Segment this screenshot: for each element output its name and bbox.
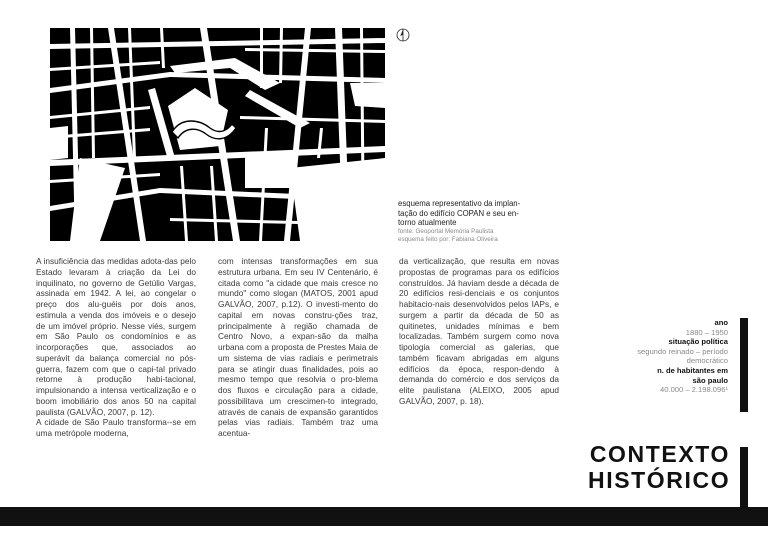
accent-bar-top	[740, 318, 748, 412]
caption-line: tação do edifício COPAN e seu en-	[398, 208, 519, 218]
accent-bar-bottom	[740, 447, 748, 507]
caption-line: torno atualmente	[398, 218, 457, 228]
text-column-3	[399, 256, 559, 407]
paragraph: A cidade de São Paulo transforma--se em uma metrópole moderna,	[36, 417, 196, 438]
north-arrow-icon	[396, 28, 410, 42]
population-value: 40.000 – 2.198.096¹	[660, 385, 728, 395]
figure-ground-map	[50, 28, 385, 241]
text-column-1	[36, 256, 196, 439]
population-label: são paulo	[692, 375, 728, 385]
paragraph: da verticalização, que resulta em novas propostas de programas para os edifícios construídos. Já haviam desde a década de 20 edifícios resi-denciais e os conjuntos habitacio-nais desenvolvidos pelos IAPs, e surgem a partir da década de 50 as quitinetes, unidades mínimas e bem localizadas. Também surgem como nova tipologia comercial as galerias, que também ficavam abrigadas em alguns edifícios da época, respon-dendo à demanda do comércio e dos serviços da elite paulistana (ALEIXO, 2005 apud GALVÃO, 2007, p. 18).	[399, 256, 559, 406]
paragraph: A insuficiência das medidas adota-das pelo Estado levaram à criação da Lei do inquilinato, no governo de Getúlio Vargas, assinada em 1942. A lei, ao congelar o preço dos alu-guéis por dois anos, estimula a venda dos imóveis e o desejo de um imóvel próprio. Nesse viés, surgem em São Paulo os condomínios e as incorporações que, associados ao superávit da balança comercial no pós-guerra, fazem com que o capi-tal privado retorne à produção habi-tacional, impulsionando a intensa verticalização e o boom imobiliário dos anos 50 na capital paulista (GALVÃO, 2007, p. 12).	[36, 256, 196, 417]
political-value: democrático	[686, 356, 728, 366]
year-label: ano	[714, 318, 728, 327]
site-plan-figure	[50, 28, 385, 241]
figure-caption	[398, 199, 588, 243]
context-info-panel	[588, 318, 728, 395]
paragraph: com intensas transformações em sua estrutura urbana. Em seu IV Centenário, é citada como "a cidade que mais cresce no mundo" como slogan (MATOS, 2001 apud GALVÃO, 2007, p.12). O investi-mento do capital em novas constru-ções traz, principalmente à região chamada de Centro Novo, a expan-são da malha urbana com a proposta de Prestes Maia de um sistema de vias radiais e perimetrais para se atingir duas finalidades, pois ao mesmo tempo que resolvia o pro-blema dos fluxos e circulação para a cidade, possibilitava um crescimen-to integrado, através de canais de expansão garantidos pelas vias radiais. Também traz uma acentua-	[218, 256, 378, 438]
caption-source: fonte: Geoportal Memória Paulista	[398, 227, 494, 235]
title-line: HISTÓRICO	[588, 467, 731, 493]
political-value: segundo reinado – período	[637, 346, 728, 356]
section-title	[588, 441, 730, 493]
political-label: situação política	[668, 337, 728, 347]
title-line: CONTEXTO	[589, 441, 730, 467]
caption-line: esquema representativo da implan-	[398, 199, 521, 208]
population-label: n. de habitantes em	[657, 365, 728, 375]
caption-author: esquema feito por: Fabiana Oliveira	[398, 235, 498, 243]
text-column-2	[218, 256, 378, 439]
year-value: 1880 – 1950	[685, 327, 728, 337]
footer-bar	[0, 507, 768, 526]
